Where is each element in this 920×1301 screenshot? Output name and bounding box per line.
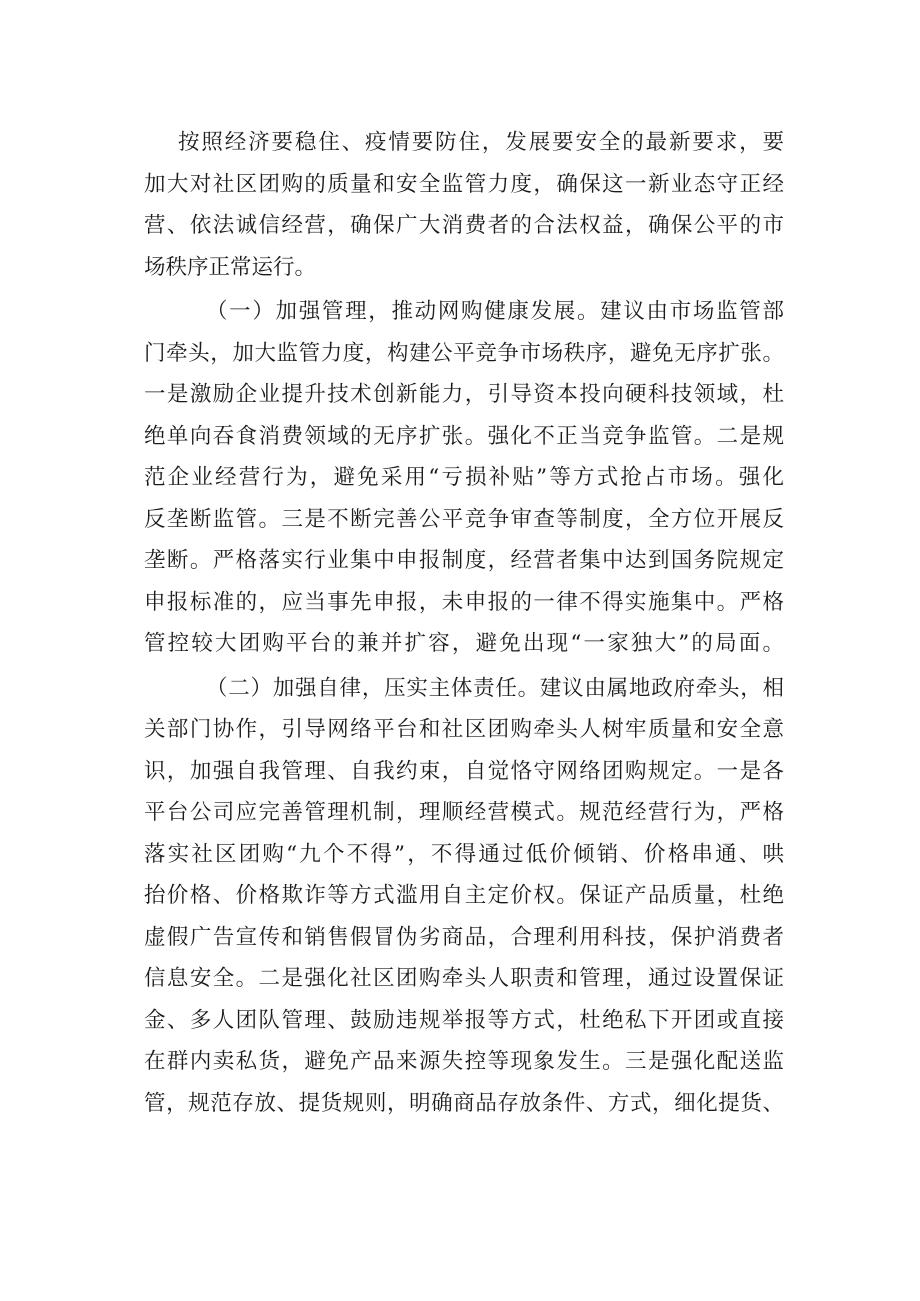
text-line: （一）加强管理，推动网购健康发展。建议由市场监管部 (206, 299, 784, 324)
text-line: 虚假广告宣传和销售假冒伪劣商品，合理利用科技，保护消费者 (144, 924, 784, 950)
text-line: 申报标准的，应当事先申报，未申报的一律不得实施集中。严格 (144, 589, 784, 615)
text-line: 一是激励企业提升技术创新能力，引导资本投向硬科技领域，杜 (144, 382, 784, 407)
text-line: 识，加强自我管理、自我约束，自觉恪守网络团购规定。一是各 (144, 758, 784, 784)
text-line: 金、多人团队管理、鼓励违规举报等方式，杜绝私下开团或直接 (144, 1007, 784, 1033)
text-line: 垄断。严格落实行业集中申报制度，经营者集中达到国务院规定 (144, 548, 784, 573)
text-line: 关部门协作，引导网络平台和社区团购牵头人树牢质量和安全意 (144, 717, 784, 742)
text-line: 反垄断监管。三是不断完善公平竞争审查等制度，全方位开展反 (144, 506, 784, 532)
document-body (144, 122, 784, 1124)
text-line: 管控较大团购平台的兼并扩容，避免出现“一家独大”的局面。 (144, 631, 784, 656)
paragraph-intro (144, 122, 784, 288)
text-line: 门牵头，加大监管力度，构建公平竞争市场秩序，避免无序扩张。 (144, 340, 784, 366)
text-line: 管，规范存放、提货规则，明确商品存放条件、方式，细化提货、 (144, 1090, 784, 1116)
text-line: 落实社区团购“九个不得”，不得通过低价倾销、价格串通、哄 (144, 841, 784, 867)
text-line: 平台公司应完善管理机制，理顺经营模式。规范经营行为，严格 (144, 800, 784, 825)
text-line: 抬价格、价格欺诈等方式滥用自主定价权。保证产品质量，杜绝 (144, 883, 784, 908)
paragraph-section-two (144, 668, 784, 1125)
paragraph-section-one (144, 291, 784, 665)
text-line: 信息安全。二是强化社区团购牵头人职责和管理，通过设置保证 (144, 966, 784, 991)
text-line: 绝单向吞食消费领域的无序扩张。强化不正当竞争监管。二是规 (144, 423, 784, 449)
text-line: 在群内卖私货，避免产品来源失控等现象发生。三是强化配送监 (144, 1049, 784, 1074)
text-line: 营、依法诚信经营，确保广大消费者的合法权益，确保公平的市 (144, 213, 784, 238)
text-line: 场秩序正常运行。 (144, 254, 317, 280)
text-line: 范企业经营行为，避免采用“亏损补贴”等方式抢占市场。强化 (144, 465, 784, 490)
text-line: （二）加强自律，压实主体责任。建议由属地政府牵头，相 (206, 675, 784, 701)
text-line: 按照经济要稳住、疫情要防住，发展要安全的最新要求，要 (178, 130, 784, 155)
text-line: 加大对社区团购的质量和安全监管力度，确保这一新业态守正经 (144, 171, 784, 197)
